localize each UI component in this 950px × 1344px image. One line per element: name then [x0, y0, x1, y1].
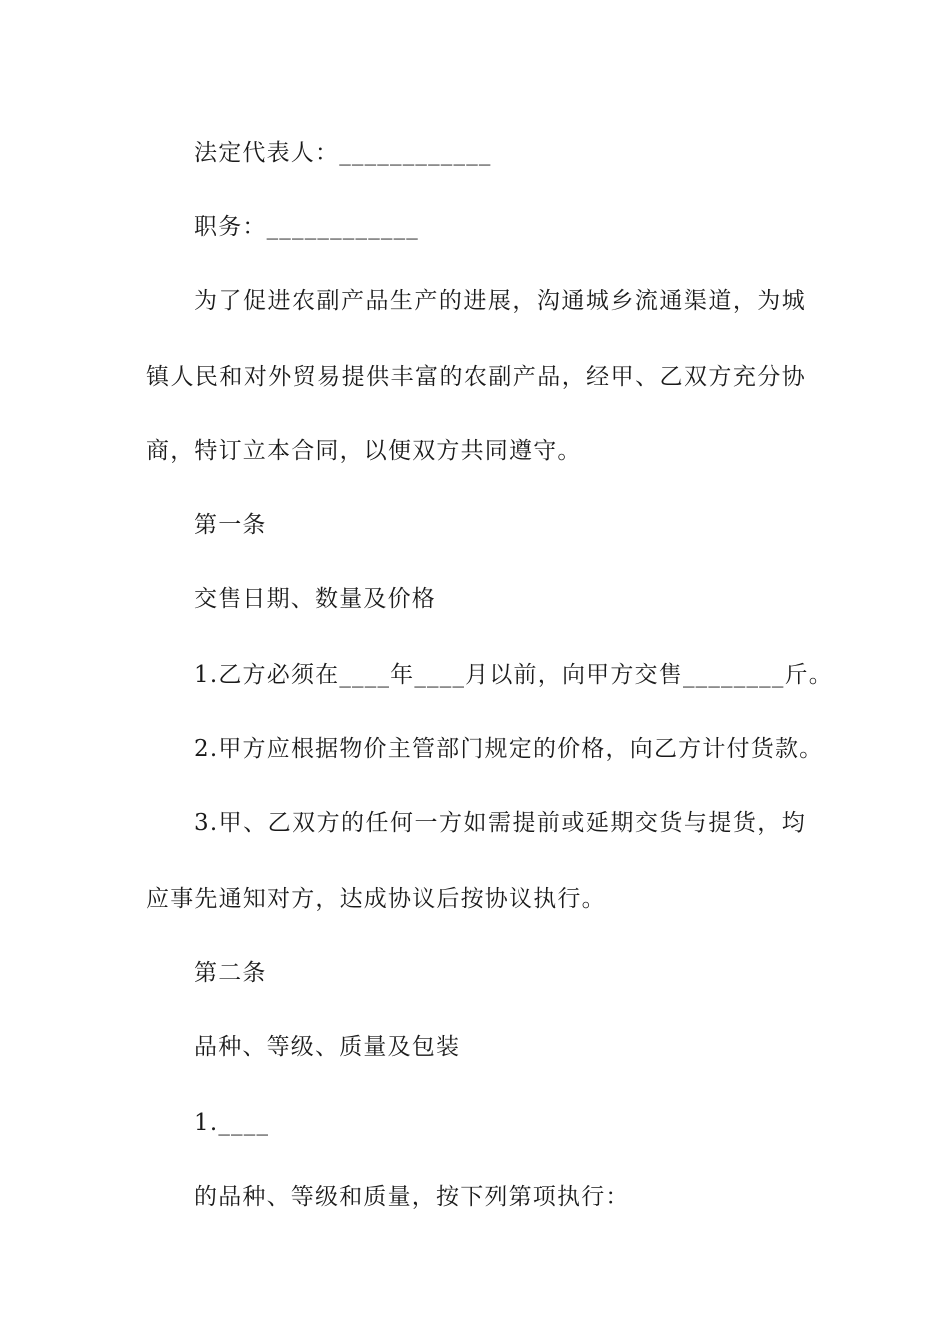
article-1-title: 交售日期、数量及价格 — [194, 586, 436, 612]
article-2-clause-1: 1.____ — [194, 1110, 270, 1136]
article-2-title: 品种、等级、质量及包装 — [194, 1034, 461, 1060]
preamble-line-1: 为了促进农副产品生产的进展，沟通城乡流通渠道，为城 — [194, 288, 806, 314]
article-2-heading: 第二条 — [194, 960, 267, 986]
position-line: 职务：____________ — [194, 214, 419, 240]
preamble-line-3: 商，特订立本合同，以便双方共同遵守。 — [146, 438, 582, 464]
article-1-heading: 第一条 — [194, 512, 267, 538]
article-2-clause-1-text: 的品种、等级和质量，按下列第项执行： — [194, 1184, 630, 1210]
article-1-clause-2: 2.甲方应根据物价主管部门规定的价格，向乙方计付货款。 — [194, 736, 824, 762]
legal-representative-line: 法定代表人：____________ — [194, 140, 492, 166]
article-1-clause-1: 1.乙方必须在____年____月以前，向甲方交售________斤。 — [194, 662, 833, 688]
preamble-line-2: 镇人民和对外贸易提供丰富的农副产品，经甲、乙双方充分协 — [146, 364, 806, 390]
article-1-clause-3-line-1: 3.甲、乙双方的任何一方如需提前或延期交货与提货，均 — [194, 810, 806, 836]
article-1-clause-3-line-2: 应事先通知对方，达成协议后按协议执行。 — [146, 886, 606, 912]
